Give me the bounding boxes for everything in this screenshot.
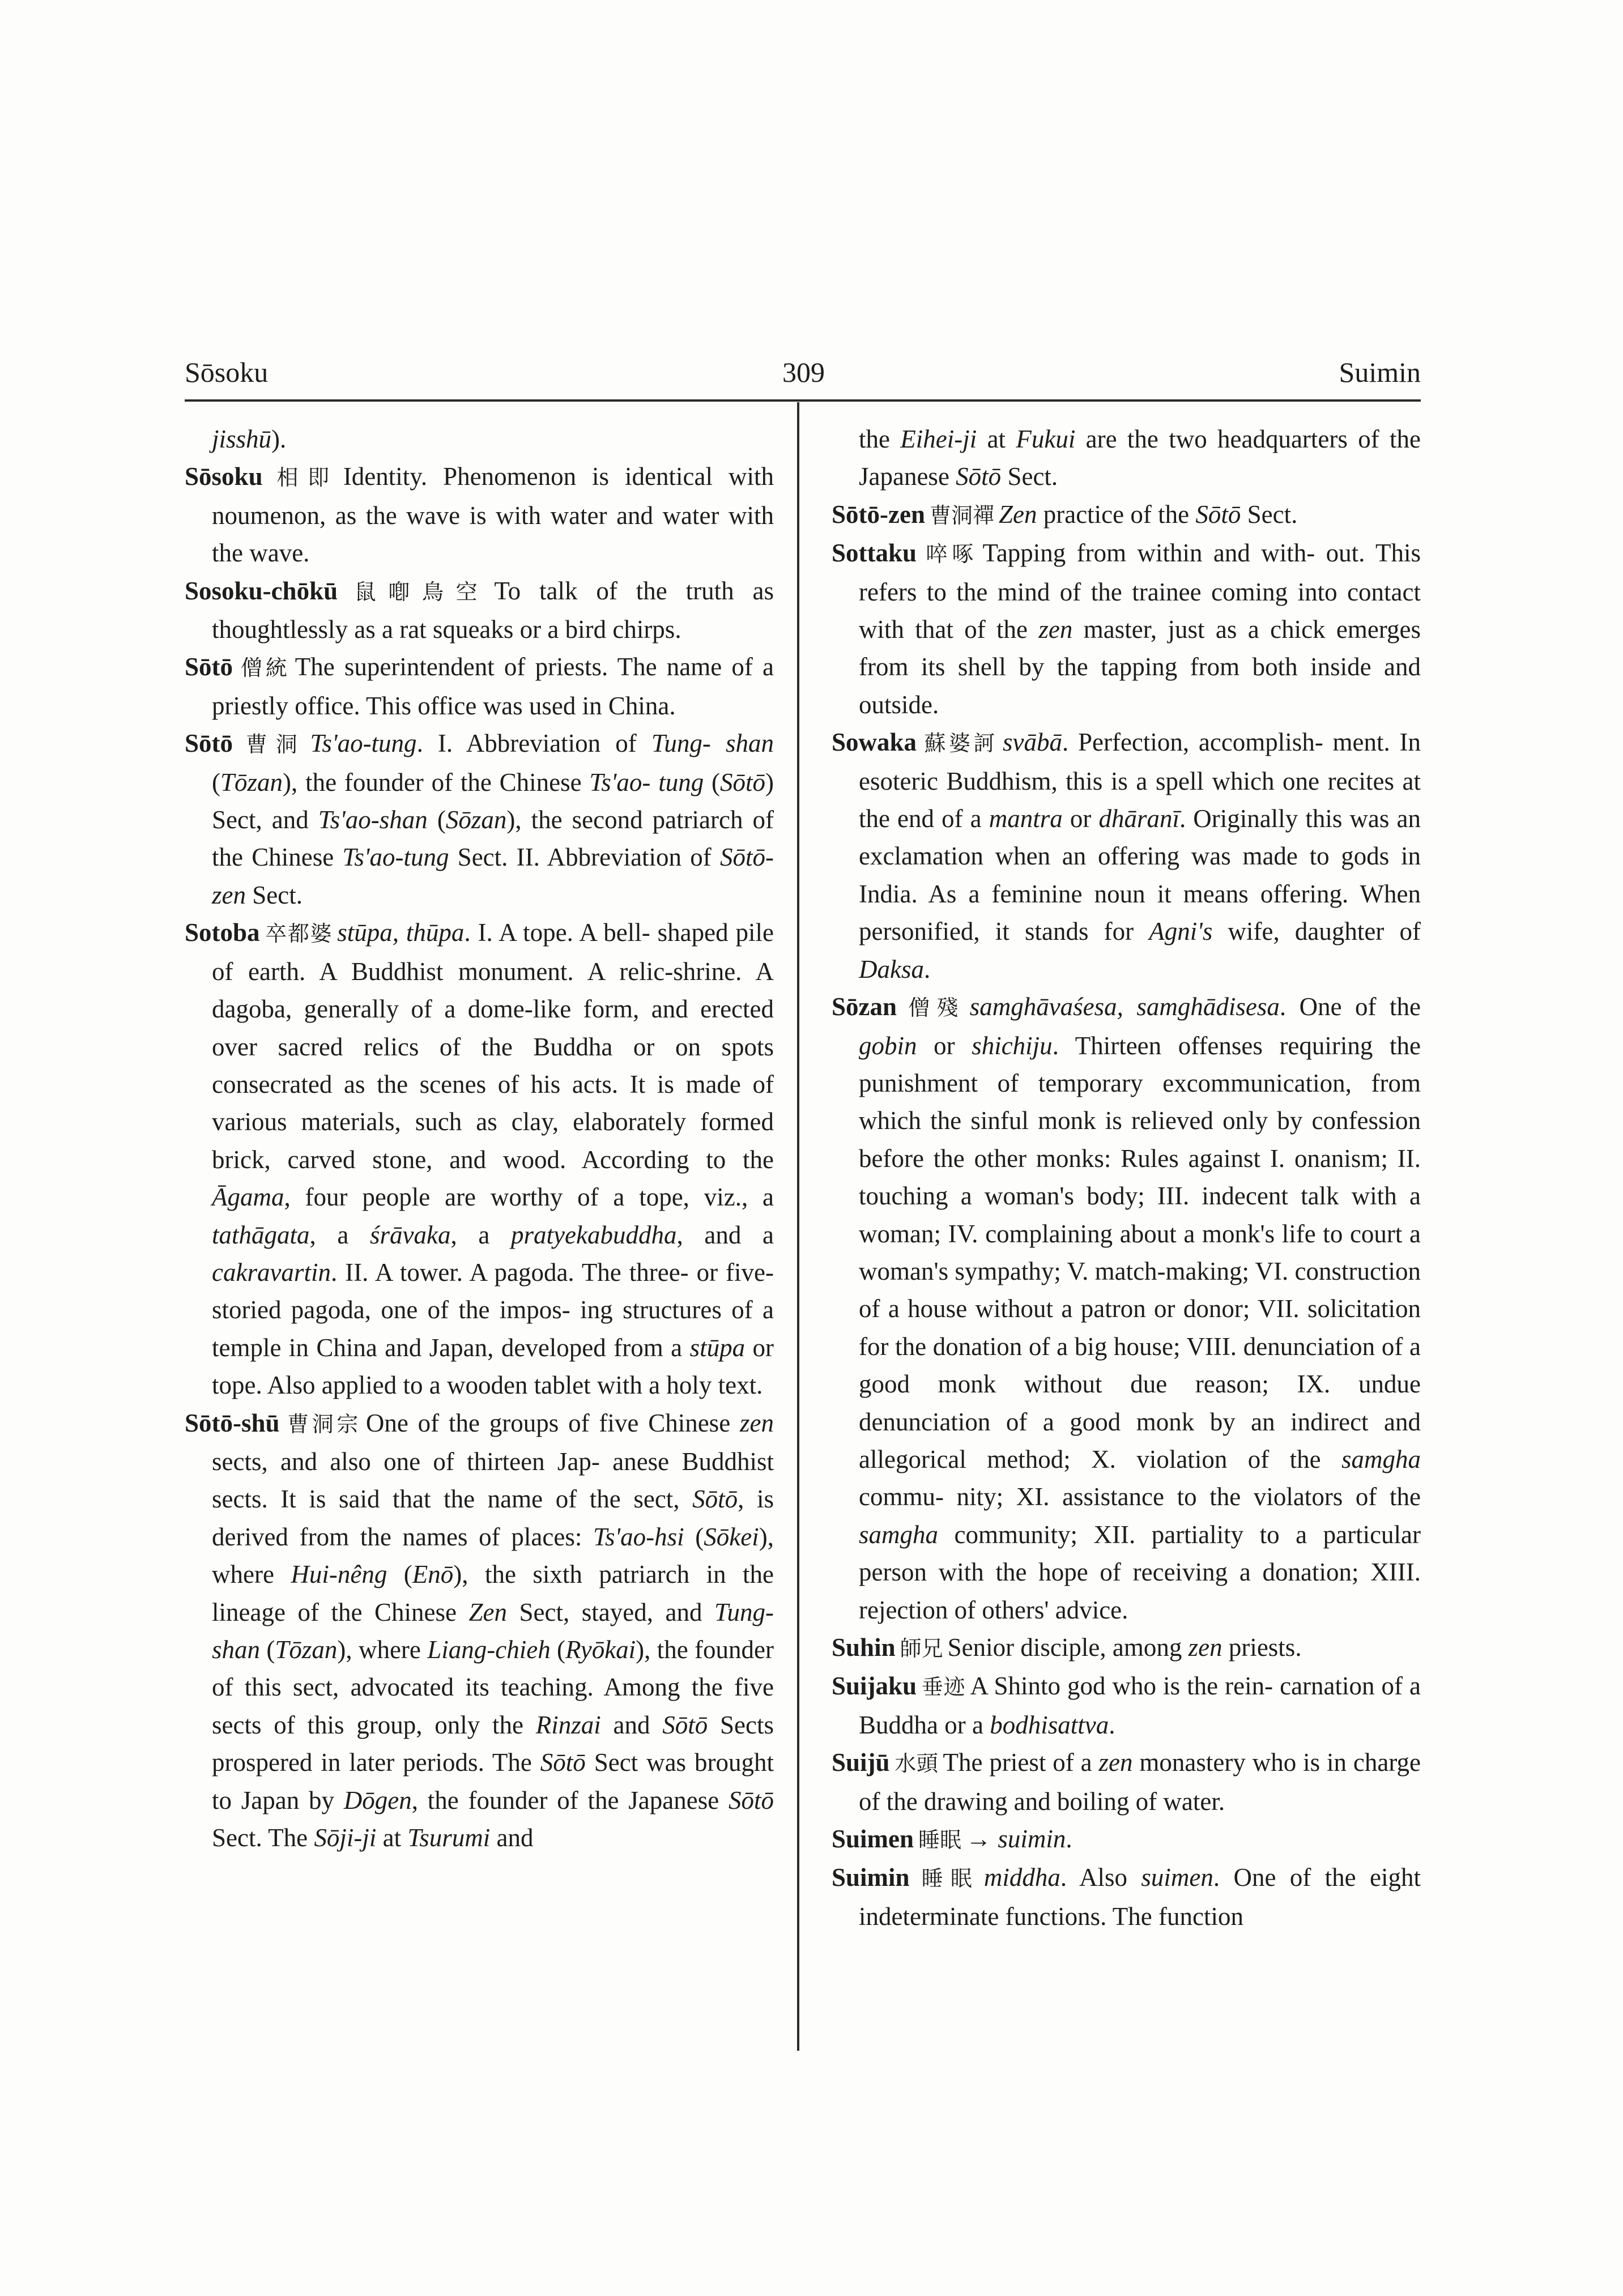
entry-headword: Sosoku-chōkū (185, 576, 338, 605)
entry-text: a donation; XIII. rejection of others' advice. (859, 1558, 1421, 1624)
entry-text: body; III. indecent talk with a woman; IV. (859, 1182, 1421, 1248)
italic-term: Eihei-ji (900, 425, 977, 453)
entry-text: , a (450, 1220, 512, 1249)
entry-text: against I. onanism; II. touching a woman's (859, 1144, 1421, 1211)
entry-text: at (977, 425, 1016, 453)
italic-term: Zen (468, 1598, 507, 1626)
entry-headword: Sowaka (832, 728, 917, 757)
entry-text: ), the founder of the Chinese (283, 768, 590, 796)
entry-text: . I. A tope. A bell- (464, 918, 650, 947)
entry-text: priests. (1222, 1633, 1302, 1662)
entry-text: ( (704, 768, 720, 796)
italic-term: Sōtō (956, 462, 1002, 491)
entry-text: practice of the (1037, 500, 1196, 529)
italic-term: Sōkei (704, 1522, 759, 1551)
entry-text: ), the (506, 806, 563, 834)
entry-kanji: 僧殘 (901, 995, 965, 1021)
page-number: 309 (782, 356, 825, 388)
entry-text: particular person with the hope of receiving (859, 1520, 1421, 1587)
entry-headword: Sōtō (185, 729, 233, 758)
entry-text: monastery who (1132, 1748, 1297, 1777)
dictionary-entry (185, 725, 774, 914)
entry-text: name of a priestly office. This office was used (212, 653, 774, 720)
entry-text: chirps. (612, 615, 681, 644)
entry-text: ment. In esoteric Buddhism, this is a spell (859, 728, 1421, 795)
entry-text: ), (453, 1560, 468, 1589)
entry-text: the (743, 1145, 774, 1174)
entry-text: of the sect, (555, 1485, 693, 1514)
dictionary-entry (185, 1404, 774, 1857)
entry-text: , the founder of the (411, 1786, 619, 1814)
entry-text: construction of a house without a patron or (859, 1256, 1421, 1323)
italic-term: Sōtō (540, 1748, 586, 1777)
entry-text: advocated its teaching. Among the five sects of (212, 1673, 774, 1739)
entry-text: personified, it stands for (859, 917, 1149, 946)
entry-headword: Suimin (832, 1863, 910, 1892)
entry-text: and (600, 1710, 663, 1739)
italic-term: Sōtō (662, 1710, 708, 1739)
entry-text: sects, and also one of thirteen Jap- (212, 1447, 600, 1476)
entry-text: ing structures of a temple in China and Japan, (212, 1296, 774, 1362)
entry-text: second patriarch of the Chinese (212, 806, 774, 872)
entry-text: ( (387, 1560, 412, 1589)
italic-term: samgha (1341, 1445, 1421, 1473)
entry-text: prospered in later periods. The (212, 1748, 540, 1777)
entry-text: master, (1072, 615, 1157, 644)
entry-text: the (859, 425, 901, 453)
italic-term: śrāvaka (370, 1220, 451, 1249)
entry-text: or (917, 1031, 972, 1060)
entry-text: One of the groups of five (365, 1408, 639, 1437)
italic-term: Zen (999, 500, 1037, 529)
entry-text: ), where (337, 1635, 421, 1664)
italic-term: Sōtō (720, 768, 766, 796)
dictionary-entry (832, 723, 1421, 988)
entry-text: A Shinto god who is the rein- (970, 1672, 1273, 1701)
entry-text: of (1399, 917, 1421, 946)
entry-text: To talk of the truth (494, 576, 734, 605)
entry-text: this group, only the (307, 1710, 536, 1739)
italic-term: zen (739, 1408, 774, 1437)
column-divider (797, 402, 799, 2051)
italic-term: Āgama (212, 1183, 284, 1212)
italic-term: Rinzai (535, 1710, 601, 1739)
italic-term: Hui-nêng (291, 1560, 387, 1589)
entry-text: scenes of his acts. It is made of various (212, 1070, 774, 1136)
italic-term: stūpa, thūpa (337, 918, 465, 947)
dictionary-entry (185, 914, 774, 1404)
entry-text: . Thirteen offenses requiring (1052, 1031, 1373, 1060)
header-left-guideword: Sōsoku (185, 356, 269, 388)
entry-text: materials, such as clay, elaborately formed (301, 1107, 774, 1136)
italic-term: zen (1098, 1748, 1133, 1777)
dictionary-entry (832, 988, 1421, 1629)
entry-kanji: 相即 (267, 465, 339, 491)
entry-text: when an offering was made to gods in India. (859, 842, 1421, 908)
entry-text: community; XII. partiality to a (938, 1520, 1307, 1549)
entry-text: by confession before the other monks: Rules (859, 1106, 1421, 1173)
italic-term: Ts'ao-hsi (593, 1522, 684, 1551)
entry-text: big house; VIII. denunciation of a good monk (859, 1332, 1421, 1399)
entry-text: are the two headquarters of (1075, 425, 1379, 453)
entry-text: ( (427, 806, 446, 834)
italic-term: Tung- (651, 729, 711, 758)
entry-text: of a good monk by an indirect and allegorical (859, 1407, 1421, 1473)
dictionary-entry (832, 1859, 1421, 1935)
entry-text: which one recites at the end of a (859, 766, 1421, 833)
entry-text: eight indeterminate functions. The function (859, 1863, 1421, 1931)
entry-text: and (490, 1824, 534, 1852)
entry-text: As a feminine noun it means offering. When (928, 879, 1421, 908)
italic-term: bodhisattva (990, 1710, 1109, 1739)
entry-headword: Sōzan (832, 992, 897, 1021)
entry-text: Sect. (1001, 462, 1058, 491)
italic-term: suimen (1141, 1863, 1213, 1892)
entry-text: shaped pile of earth. A Buddhist monument. (212, 918, 774, 986)
entry-text: , four people are worthy of a tope, (284, 1183, 689, 1212)
entry-text: ), the founder of this sect, (212, 1635, 774, 1702)
entry-text: woman's sympathy; V. match-making; VI. (859, 1256, 1289, 1285)
italic-term: gobin (859, 1031, 917, 1060)
italic-term: stūpa (689, 1333, 746, 1362)
entry-text: Tapping from within and with- (982, 539, 1315, 568)
entry-kanji: 曹洞禪 (929, 502, 994, 528)
entry-headword: Sōtō (185, 653, 233, 681)
entry-text: , a (309, 1220, 370, 1249)
entry-kanji: 曹洞 (237, 732, 306, 757)
header-right-guideword: Suimin (1339, 356, 1421, 388)
entry-continuation (185, 420, 774, 458)
entry-text: . Also (1060, 1863, 1141, 1892)
entry-text: with noumenon, as the wave is with water and (212, 462, 774, 530)
entry-text: the Japanese (859, 425, 1421, 491)
entry-text: water with the wave. (212, 501, 774, 568)
entry-headword: Sōsoku (185, 462, 263, 491)
entry-text: brick, carved stone, and wood. According to (212, 1145, 726, 1174)
entry-headword: Suijaku (832, 1672, 917, 1701)
dictionary-entry (185, 648, 774, 725)
entry-kanji: 睡眠 (918, 1828, 962, 1853)
entry-text: carnation of a Buddha or a (859, 1672, 1421, 1739)
entry-headword: Suimen (832, 1825, 914, 1854)
entry-text: wife, daughter (1212, 917, 1385, 946)
entry-kanji: 卒都婆 (264, 921, 333, 947)
entry-text: just as a chick emerges from its shell by the (859, 615, 1421, 681)
entry-headword: Suijū (832, 1748, 890, 1777)
right-column (832, 420, 1421, 1935)
entry-text: in China. (582, 691, 676, 720)
entry-kanji: 睡眠 (914, 1866, 979, 1892)
entry-text: ) Sect, and (212, 768, 774, 834)
italic-term: Tsurumi (407, 1824, 491, 1852)
entry-kanji: 鼠喞鳥空 (342, 579, 490, 604)
entry-text: from which the sinful monk is relieved only (859, 1068, 1421, 1135)
entry-text: ), where (212, 1522, 774, 1589)
italic-term: Dōgen (343, 1786, 412, 1814)
entry-text: out. This refers to the mind of the trainee (859, 539, 1421, 606)
italic-term: Sōtō (729, 1786, 774, 1814)
entry-kanji: 垂迹 (921, 1675, 966, 1700)
dictionary-entry (832, 1820, 1421, 1859)
entry-text: anese Buddhist sects. It is said that the name (212, 1447, 774, 1514)
entry-text: commu- (859, 1483, 944, 1511)
italic-term: svābā (1003, 728, 1062, 757)
italic-term: zen (1188, 1633, 1222, 1662)
entry-text: viz., a (704, 1183, 774, 1212)
dictionary-entry (832, 1629, 1421, 1667)
entry-text: brought to Japan by (212, 1748, 774, 1814)
entry-text: . (923, 955, 931, 983)
italic-term: Ts'ao-tung (310, 729, 417, 758)
entry-headword: Sotoba (185, 918, 260, 947)
dictionary-entry (832, 534, 1421, 723)
entry-text: nity; XI. assistance to the violators of the (956, 1483, 1421, 1511)
italic-term: shichiju (972, 1031, 1053, 1060)
entry-text: , is derived from the names of (212, 1485, 774, 1551)
entry-text: a (762, 1220, 774, 1249)
dictionary-entry (832, 1667, 1421, 1744)
dictionary-entry (185, 572, 774, 649)
italic-term: pratyekabuddha (511, 1220, 677, 1249)
italic-term: Ts'ao- (589, 768, 651, 796)
italic-term: suimin (998, 1825, 1066, 1854)
entry-text: as thoughtlessly as a rat squeaks or a bird (212, 576, 774, 644)
entry-text: The superintendent of priests. The (295, 653, 657, 681)
entry-text: developed from a (501, 1333, 690, 1362)
italic-term: zen (1038, 615, 1073, 644)
entry-text: the punishment of temporary excommunication, (859, 1031, 1421, 1097)
entry-text: Chinese (648, 1408, 740, 1437)
entry-text: ). (271, 425, 287, 453)
italic-term: Sōji-ji (314, 1824, 377, 1852)
italic-term: samghāvaśesa, samghādisesa (969, 992, 1280, 1021)
entry-continuation (832, 420, 1421, 496)
italic-term: middha (983, 1863, 1060, 1892)
italic-term: samgha (859, 1520, 939, 1549)
italic-term: shan (725, 729, 774, 758)
entry-headword: Sottaku (832, 539, 917, 568)
italic-term: Fukui (1016, 425, 1076, 453)
entry-text: is in charge of the drawing and boiling of water. (859, 1748, 1421, 1816)
italic-term: Sōtō-zen (212, 843, 774, 909)
entry-text: II. Abbreviation of (516, 843, 721, 872)
entry-text: coming into contact with that of the (859, 577, 1421, 644)
entry-text: Japanese (628, 1786, 729, 1814)
italic-term: Enō (412, 1560, 454, 1589)
entry-headword: Sōtō-zen (832, 500, 925, 529)
dictionary-entry (832, 1744, 1421, 1820)
entry-text: . Originally this was an exclamation (859, 804, 1421, 871)
entry-text: to a wooden tablet with a holy text. (403, 1371, 763, 1400)
italic-term: Daksa (859, 955, 924, 983)
entry-text: . (1066, 1825, 1072, 1854)
dictionary-entry (185, 458, 774, 572)
entry-text: or (1062, 804, 1092, 833)
entry-text: without due reason; IX. undue denunciation (859, 1370, 1421, 1436)
italic-term: jisshū (212, 425, 272, 453)
italic-term: tung (658, 768, 704, 796)
entry-text: ( (212, 768, 220, 796)
entry-text: the (1390, 992, 1421, 1021)
entry-text: The priest of a (943, 1748, 1099, 1777)
header-rule (185, 399, 1421, 402)
entry-headword: Sōtō-shū (185, 1408, 280, 1437)
entry-text: Sect was (585, 1748, 687, 1777)
entry-text: the sixth patriarch in the lineage of the Chinese (212, 1560, 774, 1626)
italic-term: Sōtō (1195, 500, 1241, 529)
entry-text: Sects (708, 1710, 774, 1739)
italic-term: Tung-shan (212, 1598, 774, 1664)
entry-text: ( (550, 1635, 566, 1664)
entry-text: , and (676, 1220, 742, 1249)
entry-text: Identity. Phenomenon is identical (343, 462, 713, 491)
entry-text: Sect. (246, 880, 303, 909)
italic-term: tathāgata (212, 1220, 310, 1249)
italic-term: Tōzan (220, 768, 283, 796)
entry-text: . (1109, 1710, 1115, 1739)
entry-text: of the Buddha or on spots consecrated as the (212, 1032, 774, 1098)
entry-text: Sect. The (212, 1824, 314, 1852)
entry-text: Sect. (1241, 500, 1298, 529)
entry-text: tapping from both inside and outside. (859, 653, 1421, 719)
italic-term: Liang-chieh (427, 1635, 551, 1664)
entry-kanji: 僧統 (237, 655, 291, 681)
italic-term: mantra (989, 804, 1063, 833)
entry-kanji: 師兄 (900, 1636, 943, 1661)
entry-text: A relic-shrine. A dagoba, generally of a (212, 957, 774, 1024)
italic-term: Sōzan (445, 806, 507, 834)
entry-text: method; X. violation of the (987, 1445, 1341, 1473)
entry-text: Senior disciple, among (947, 1633, 1189, 1662)
entry-text: Sect, stayed, and (506, 1598, 714, 1626)
entry-text: complaining about a monk's life to court a (985, 1219, 1421, 1248)
italic-term: Sōtō (692, 1485, 738, 1514)
entry-text: . Perfection, accomplish- (1062, 728, 1323, 757)
italic-term: Ts'ao-tung (342, 843, 449, 872)
italic-term: Ts'ao-shan (318, 806, 428, 834)
entry-kanji: 水頭 (894, 1751, 939, 1777)
entry-text: three- or five-storied pagoda, one of the impos- (212, 1258, 774, 1324)
entry-text: at (376, 1824, 408, 1852)
entry-text: dome-like form, and erected over sacred relics (212, 995, 774, 1061)
left-column (185, 420, 774, 1856)
entry-kanji: 蘇婆訶 (921, 731, 998, 756)
entry-text: . I. Abbreviation of (416, 729, 651, 758)
entry-kanji: 曹洞宗 (284, 1411, 361, 1437)
entry-text: ( (684, 1522, 704, 1551)
entry-text: . II. A tower. A pagoda. The (330, 1258, 621, 1287)
entry-text: donor; VII. solicitation for the donation of a (859, 1294, 1421, 1361)
entry-text: . One of the (1213, 1863, 1356, 1892)
dictionary-entry (832, 496, 1421, 534)
italic-term: cakravartin (212, 1258, 331, 1287)
entry-text: or tope. Also applied (212, 1333, 774, 1400)
entry-text: Sect. (449, 843, 508, 872)
entry-kanji: 啐啄 (921, 542, 978, 567)
entry-text: ( (260, 1635, 275, 1664)
entry-text: . One of (1279, 992, 1377, 1021)
entry-headword: Suhin (832, 1633, 896, 1662)
running-header (185, 356, 1421, 401)
italic-term: Tōzan (275, 1635, 338, 1664)
italic-term: Ryōkai (565, 1635, 636, 1664)
entry-text: places: (511, 1522, 594, 1551)
italic-term: Agni's (1149, 917, 1213, 946)
entry-text: → (966, 1825, 998, 1854)
italic-term: dhāranī (1098, 804, 1179, 833)
